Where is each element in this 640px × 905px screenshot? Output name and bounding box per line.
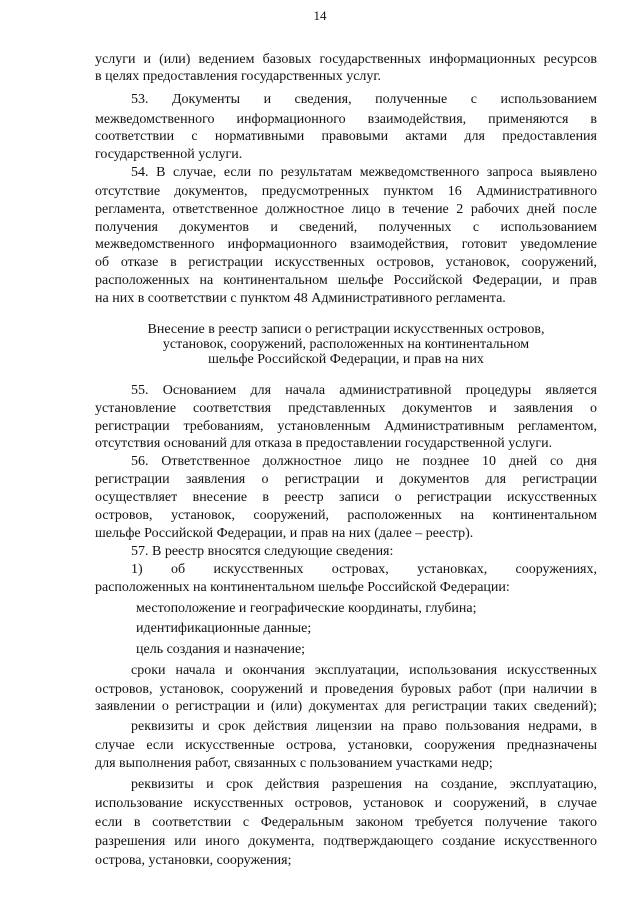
- page-number: 14: [313, 8, 327, 23]
- text-line: островов, установок, сооружений и проведения буровых работ (при наличии в: [95, 682, 597, 697]
- text-line: шельфе Российской Федерации, и прав на них (далее – реестр).: [95, 526, 474, 541]
- text-line: межведомственного информационного взаимодействия, готовит уведомление: [95, 237, 597, 252]
- text-line: 54. В случае, если по результатам межведомственного запроса выявлено: [131, 165, 597, 180]
- text-line: осуществляет внесение в реестр записи о регистрации искусственных: [95, 490, 597, 505]
- text-line: 57. В реестр вносятся следующие сведения:: [131, 544, 394, 559]
- text-line: если в соответствии с Федеральным законом требуется получение такого: [95, 815, 597, 830]
- text-line: соответствии с нормативными правовыми актами для предоставления: [95, 129, 597, 144]
- text-line: установление соответствия представленных документов и заявления о: [95, 401, 597, 416]
- text-line: 1) об искусственных островах, установках, сооружениях,: [131, 562, 597, 577]
- text-line: регистрации заявления о регистрации и документов для регистрации: [95, 472, 597, 487]
- text-line: 53. Документы и сведения, полученные с использованием: [131, 92, 597, 107]
- text-line: реквизиты и срок действия разрешения на создание, эксплуатацию,: [131, 777, 597, 792]
- text-line: об отказе в регистрации искусственных островов, установок, сооружений,: [95, 255, 597, 270]
- text-line: в целях предоставления государственных услуг.: [95, 69, 382, 84]
- text-line: отсутствие документов, предусмотренных пунктом 16 Административного: [95, 184, 597, 199]
- list-item: цель создания и назначение;: [136, 642, 306, 657]
- text-line: государственной услуги.: [95, 147, 243, 162]
- text-line: разрешения или иного документа, подтверждающего создание искусственного: [95, 834, 597, 849]
- list-item: местоположение и географические координаты, глубина;: [136, 601, 477, 616]
- section-heading: шельфе Российской Федерации, и прав на них: [208, 352, 484, 367]
- text-line: расположенных на континентальном шельфе Российской Федерации, и прав: [95, 273, 597, 288]
- text-line: случае если искусственные острова, установки, сооружения предназначены: [95, 738, 597, 753]
- text-line: межведомственного информационного взаимодействия, применяются в: [95, 112, 597, 127]
- text-line: услуги и (или) ведением базовых государственных информационных ресурсов: [95, 52, 597, 67]
- text-line: отсутствия оснований для отказа в предоставлении государственной услуги.: [95, 436, 553, 451]
- text-line: сроки начала и окончания эксплуатации, использования искусственных: [131, 663, 597, 678]
- text-line: реквизиты и срок действия лицензии на право пользования недрами, в: [131, 719, 597, 734]
- text-line: 56. Ответственное должностное лицо не позднее 10 дней со дня: [131, 454, 597, 469]
- section-heading: установок, сооружений, расположенных на континентальном: [162, 337, 530, 352]
- text-line: 55. Основанием для начала административной процедуры является: [131, 383, 597, 398]
- text-line: регламента, ответственное должностное лицо в течение 2 рабочих дней после: [95, 202, 597, 217]
- text-line: расположенных на континентальном шельфе Российской Федерации:: [95, 580, 510, 595]
- list-item: идентификационные данные;: [136, 621, 312, 636]
- section-heading: Внесение в реестр записи о регистрации искусственных островов,: [147, 322, 545, 337]
- text-line: получения документов и сведений, полученных с использованием: [95, 220, 597, 235]
- text-line: островов, установок, сооружений, расположенных на континентальном: [95, 508, 597, 523]
- text-line: для выполнения работ, связанных с пользованием участками недр;: [95, 756, 493, 771]
- text-line: острова, установки, сооружения;: [95, 853, 292, 868]
- text-line: регистрации требованиям, установленным Административным регламентом,: [95, 419, 597, 434]
- text-line: на них в соответствии с пунктом 48 Административного регламента.: [95, 291, 506, 306]
- text-line: заявлении о регистрации и (или) документах для регистрации таких сведений);: [95, 699, 597, 714]
- text-line: использование искусственных островов, установок и сооружений, в случае: [95, 796, 597, 811]
